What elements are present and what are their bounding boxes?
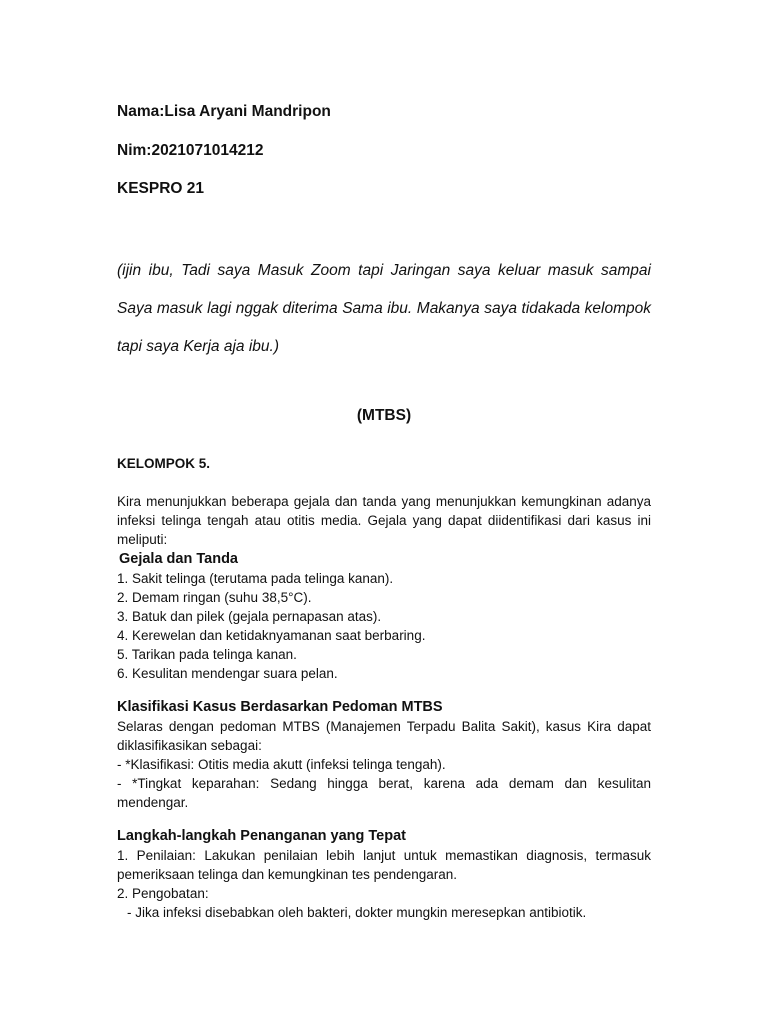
section-heading-klasifikasi: Klasifikasi Kasus Berdasarkan Pedoman MTBS [117,699,443,715]
group-label: KELOMPOK 5. [117,456,211,471]
section-spacer [117,683,651,697]
student-name: Nama:Lisa Aryani Mandripon [117,103,331,120]
list-item: 4. Kerewelan dan ketidaknyamanan saat berbaring. [117,628,426,643]
list-item: 5. Tarikan pada telinga kanan. [117,647,297,662]
class-name: KESPRO 21 [117,180,205,197]
list-item: 3. Batuk dan pilek (gejala pernapasan atas). [117,609,382,624]
section-spacer [117,812,651,826]
list-item: 6. Kesulitan mendengar suara pelan. [117,666,338,681]
content-body [117,492,651,922]
list-item: - *Klasifikasi: Otitis media akutt (infeksi telinga tengah). [117,757,446,772]
list-item: - Jika infeksi disebabkan oleh bakteri, dokter mungkin meresepkan antibiotik. [127,905,587,920]
permission-note: (ijin ibu, Tadi saya Masuk Zoom tapi Jaringan saya keluar masuk sampai Saya masuk lagi nggak diterima Sama ibu. Makanya saya tidakada kelompok tapi saya Kerja aja ibu.) [117,262,651,355]
klasifikasi-intro: Selaras dengan pedoman MTBS (Manajemen Terpadu Balita Sakit), kasus Kira dapat diklasifikasikan sebagai: [117,719,651,753]
student-nim: Nim:2021071014212 [117,142,264,159]
list-item: 2. Demam ringan (suhu 38,5°C). [117,590,312,605]
list-item: 1. Sakit telinga (terutama pada telinga kanan). [117,571,394,586]
list-item: 2. Pengobatan: [117,886,209,901]
section-heading-langkah: Langkah-langkah Penanganan yang Tepat [117,828,406,844]
document-title: (MTBS) [356,407,412,424]
intro-paragraph: Kira menunjukkan beberapa gejala dan tanda yang menunjukkan kemungkinan adanya infeksi telinga tengah atau otitis media. Gejala yang dapat diidentifikasi dari kasus ini meliputi: [117,494,651,547]
list-item: - *Tingkat keparahan: Sedang hingga berat, karena ada demam dan kesulitan mendengar. [117,776,651,810]
list-item: 1. Penilaian: Lakukan penilaian lebih lanjut untuk memastikan diagnosis, termasuk pemeriksaan telinga dan kemungkinan tes pendengaran. [117,848,651,882]
section-heading-gejala: Gejala dan Tanda [119,551,238,567]
